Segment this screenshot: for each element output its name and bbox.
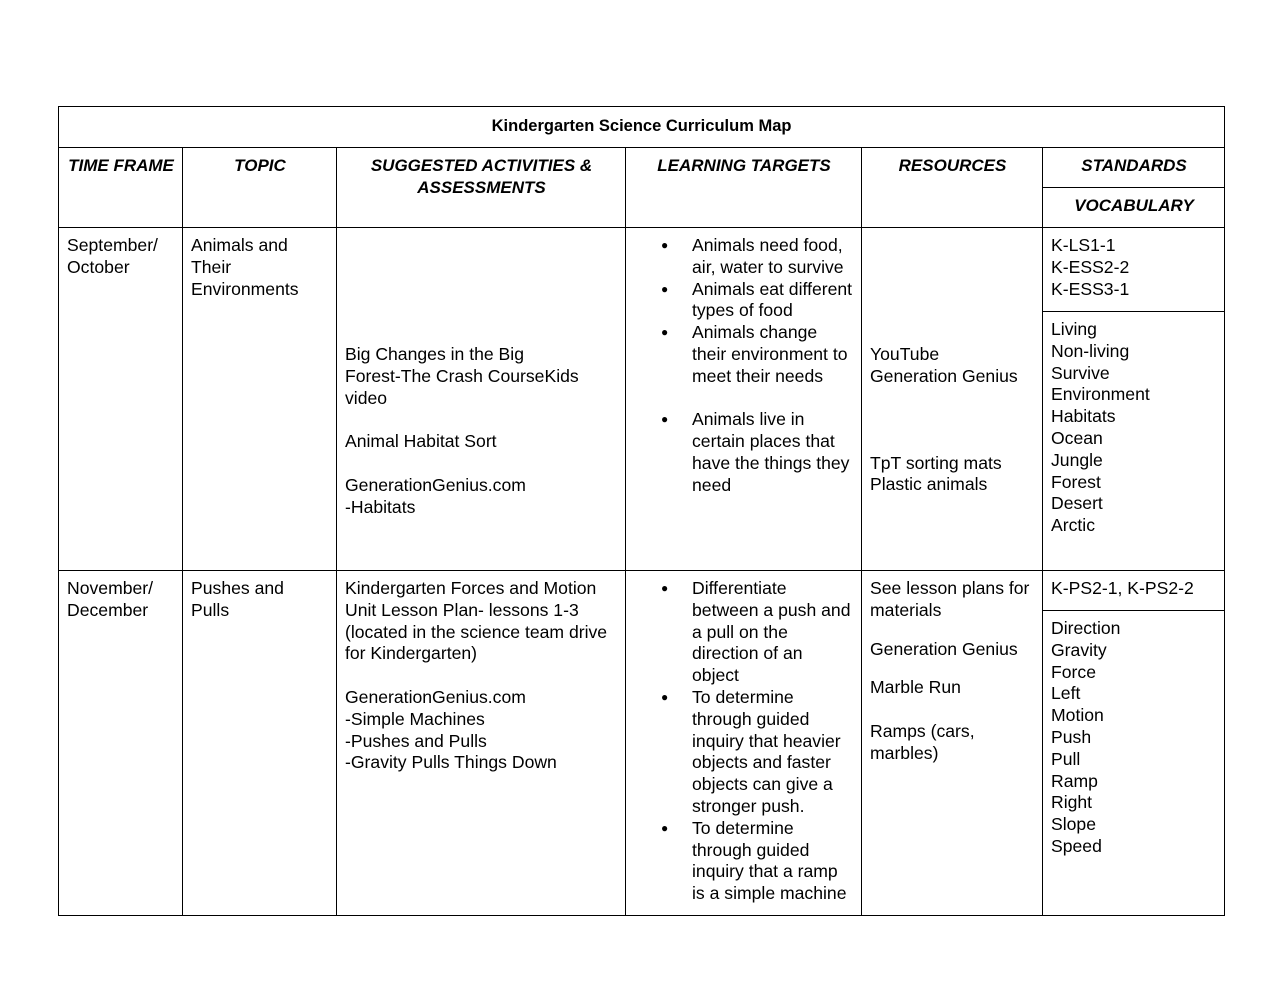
topic-text: Pushes and Pulls xyxy=(191,578,284,620)
header-standards: STANDARDS xyxy=(1043,148,1225,188)
table-row-topic xyxy=(183,571,337,916)
list-item: ● Animals live in certain places that have the things they need xyxy=(634,409,854,496)
table-row-topic xyxy=(183,228,337,571)
vocabulary-list: Living Non-living Survive Environment Habitats Ocean Jungle Forest Desert Arctic xyxy=(1051,319,1150,536)
list-item: ● Differentiate between a push and a pull on the direction of an object xyxy=(634,578,854,687)
header-vocabulary: VOCABULARY xyxy=(1043,188,1225,228)
resource-item: Marble Run xyxy=(870,677,961,698)
list-item: ● Animals need food, air, water to survive xyxy=(634,235,854,279)
header-learning-targets: LEARNING TARGETS xyxy=(626,148,862,228)
table-row-standards xyxy=(1043,571,1225,611)
resource-item: Ramps (cars, marbles) xyxy=(870,721,975,763)
resource-item: See lesson plans for materials xyxy=(870,578,1030,620)
table-row-activities xyxy=(337,571,626,916)
table-row-targets xyxy=(626,571,862,916)
table-row-targets xyxy=(626,228,862,571)
learning-targets-list xyxy=(634,578,854,905)
table-row-time-frame xyxy=(59,228,183,571)
activity-item: GenerationGenius.com -Simple Machines -Pushes and Pulls -Gravity Pulls Things Down xyxy=(345,686,557,773)
learning-targets-list xyxy=(634,235,854,497)
time-frame-text: November/ December xyxy=(67,578,154,620)
header-topic: TOPIC xyxy=(183,148,337,228)
table-row-standards xyxy=(1043,228,1225,312)
list-item: ● Animals eat different types of food xyxy=(634,279,854,323)
time-frame-text: September/ October xyxy=(67,235,158,277)
list-item: ● To determine through guided inquiry that a ramp is a simple machine xyxy=(634,818,854,905)
list-item: ● To determine through guided inquiry that heavier objects and faster objects can give a stronger push. xyxy=(634,687,854,818)
table-row-time-frame xyxy=(59,571,183,916)
topic-text: Animals and Their Environments xyxy=(191,235,299,299)
activity-item: GenerationGenius.com -Habitats xyxy=(345,474,526,517)
resource-item: TpT sorting mats Plastic animals xyxy=(870,452,1002,495)
resource-item: YouTube Generation Genius xyxy=(870,344,1018,386)
table-row-vocabulary xyxy=(1043,611,1225,916)
header-activities: SUGGESTED ACTIVITIES & ASSESSMENTS xyxy=(337,148,626,228)
table-row-resources xyxy=(862,571,1043,916)
header-time-frame: TIME FRAME xyxy=(59,148,183,228)
header-resources: RESOURCES xyxy=(862,148,1043,228)
table-row-vocabulary xyxy=(1043,312,1225,571)
standards-text: K-PS2-1, K-PS2-2 xyxy=(1051,578,1194,598)
table-row-activities xyxy=(337,228,626,571)
table-row-resources xyxy=(862,228,1043,571)
activity-item: Animal Habitat Sort xyxy=(345,431,497,452)
vocabulary-list: Direction Gravity Force Left Motion Push Pull Ramp Right Slope Speed xyxy=(1051,618,1121,856)
standards-text: K-LS1-1 K-ESS2-2 K-ESS3-1 xyxy=(1051,235,1130,299)
activity-item: Big Changes in the Big Forest-The Crash CourseKids video xyxy=(345,344,579,408)
curriculum-map-table xyxy=(58,106,1225,916)
table-title: Kindergarten Science Curriculum Map xyxy=(59,107,1225,148)
activity-item: Kindergarten Forces and Motion Unit Lesson Plan- lessons 1-3 (located in the science team drive for Kindergarten) xyxy=(345,578,608,664)
resource-item: Generation Genius xyxy=(870,638,1018,659)
list-item: ● Animals change their environment to meet their needs xyxy=(634,322,854,387)
